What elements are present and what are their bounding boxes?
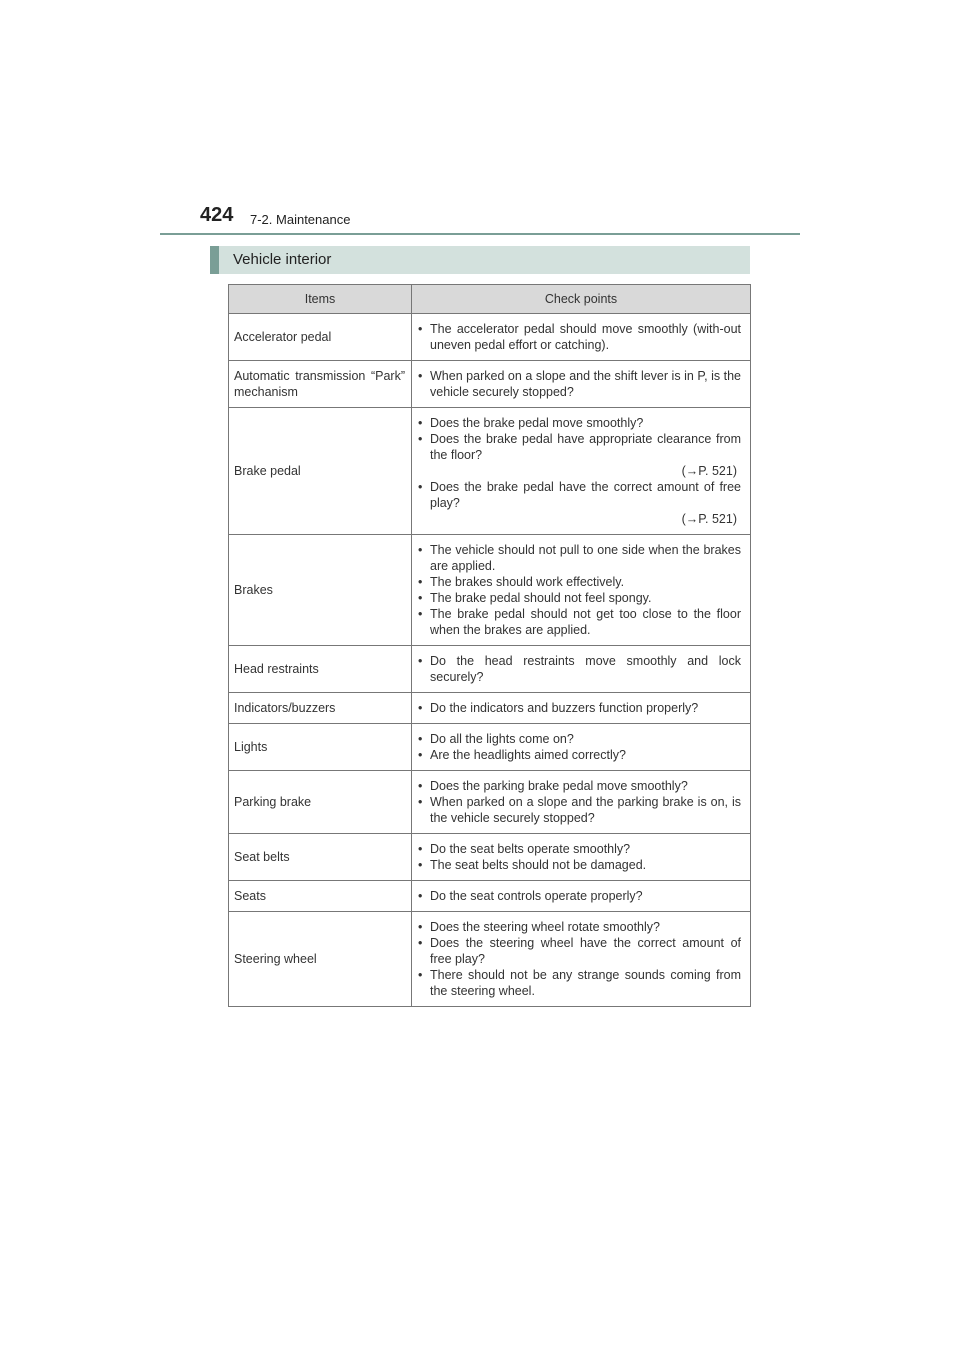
table-row — [229, 912, 751, 1007]
item-cell — [229, 361, 412, 408]
check-cell — [412, 724, 751, 771]
page-reference: (→P. 521) — [681, 464, 737, 478]
check-point-text: Does the brake pedal have the correct amount of free play? — [430, 480, 741, 510]
check-point: • The accelerator pedal should move smoothly (with-out uneven pedal effort or catching). — [416, 321, 741, 353]
table-row — [229, 535, 751, 646]
check-point — [416, 431, 741, 479]
check-cell — [412, 314, 751, 361]
check-point: • When parked on a slope and the shift lever is in P, is the vehicle securely stopped? — [416, 368, 741, 400]
section-reference: 7-2. Maintenance — [250, 212, 351, 227]
page-reference: (→P. 521) — [681, 512, 737, 526]
table-row — [229, 724, 751, 771]
header-divider — [160, 233, 800, 235]
table-row — [229, 834, 751, 881]
item-cell: Brakes — [229, 535, 412, 646]
item-cell: Accelerator pedal — [229, 314, 412, 361]
check-cell — [412, 912, 751, 1007]
table-row — [229, 881, 751, 912]
check-point: • When parked on a slope and the parking brake is on, is the vehicle securely stopped? — [416, 794, 741, 826]
item-cell: Seats — [229, 881, 412, 912]
check-point: • The seat belts should not be damaged. — [416, 857, 741, 873]
section-title-bar — [210, 246, 750, 274]
check-cell — [412, 646, 751, 693]
check-cell — [412, 834, 751, 881]
check-point: • There should not be any strange sounds coming from the steering wheel. — [416, 967, 741, 999]
check-point: • Does the brake pedal move smoothly? — [416, 415, 741, 431]
check-table — [228, 284, 751, 1007]
check-cell — [412, 361, 751, 408]
check-point: • Do the indicators and buzzers function properly? — [416, 700, 741, 716]
table-row — [229, 646, 751, 693]
column-header-check-points: Check points — [412, 285, 751, 314]
check-point: • The vehicle should not pull to one side when the brakes are applied. — [416, 542, 741, 574]
check-cell — [412, 881, 751, 912]
check-point: • Does the parking brake pedal move smoothly? — [416, 778, 741, 794]
check-cell — [412, 771, 751, 834]
check-point: • The brake pedal should not get too close to the floor when the brakes are applied. — [416, 606, 741, 638]
check-cell — [412, 408, 751, 535]
section-title: Vehicle interior — [233, 251, 332, 268]
item-cell: Indicators/buzzers — [229, 693, 412, 724]
check-point-text: Does the brake pedal have appropriate clearance from the floor? — [430, 432, 741, 462]
table-row — [229, 314, 751, 361]
check-cell — [412, 535, 751, 646]
check-point: • Are the headlights aimed correctly? — [416, 747, 741, 763]
column-header-items: Items — [229, 285, 412, 314]
page-number: 424 — [200, 204, 234, 226]
check-point: • The brakes should work effectively. — [416, 574, 741, 590]
table-row — [229, 771, 751, 834]
item-cell: Lights — [229, 724, 412, 771]
check-point: • Do the seat controls operate properly? — [416, 888, 741, 904]
item-cell: Steering wheel — [229, 912, 412, 1007]
check-point: • Does the steering wheel rotate smoothly? — [416, 919, 741, 935]
item-label: Automatic transmission “Park” mechanism — [234, 369, 405, 399]
item-cell: Seat belts — [229, 834, 412, 881]
check-point: • Do the head restraints move smoothly and lock securely? — [416, 653, 741, 685]
check-point: • Do the seat belts operate smoothly? — [416, 841, 741, 857]
check-point — [416, 479, 741, 527]
table-row — [229, 693, 751, 724]
table-header-row — [229, 285, 751, 314]
page-header — [200, 204, 800, 234]
table-row — [229, 361, 751, 408]
item-cell: Head restraints — [229, 646, 412, 693]
item-cell: Parking brake — [229, 771, 412, 834]
item-cell: Brake pedal — [229, 408, 412, 535]
check-point: • Do all the lights come on? — [416, 731, 741, 747]
check-point: • Does the steering wheel have the correct amount of free play? — [416, 935, 741, 967]
check-point: • The brake pedal should not feel spongy. — [416, 590, 741, 606]
table-row — [229, 408, 751, 535]
check-cell — [412, 693, 751, 724]
